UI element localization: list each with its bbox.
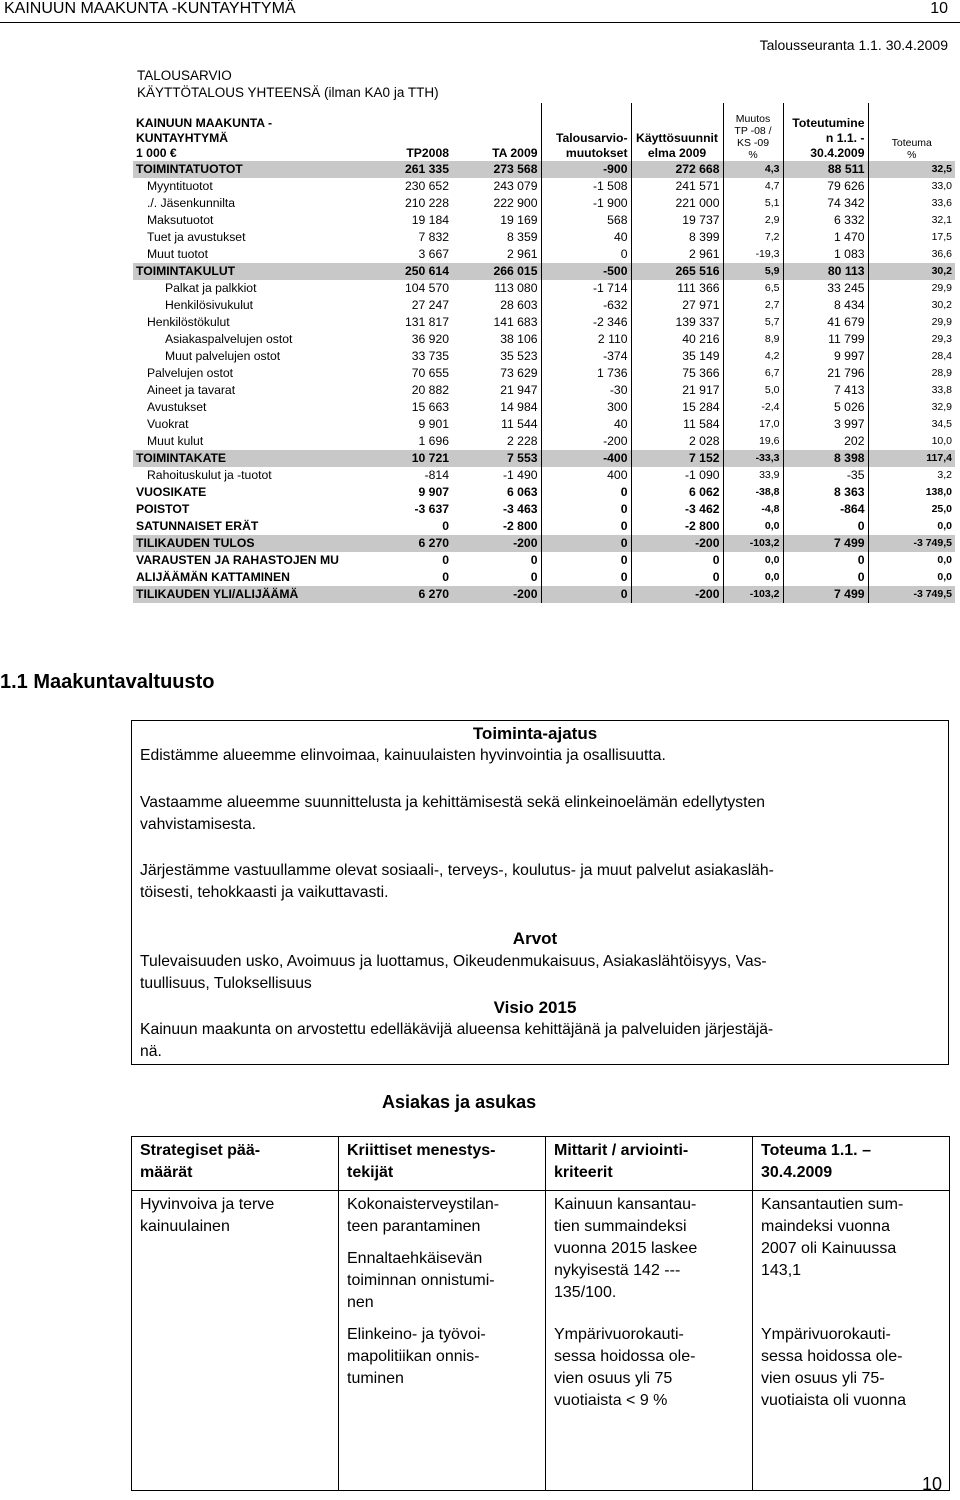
budget-cell: 261 335	[363, 161, 452, 178]
values-text: Tulevaisuuden usko, Avoimuus ja luottamus, Oikeudenmukaisuus, Asiakaslähtöisyys, Vas- tuullisuus, Tuloksellisuus	[140, 953, 767, 992]
col-header-toteutuminen: Toteutumine n 1.1. - 30.4.2009	[783, 103, 868, 161]
budget-cell: 33,8	[868, 382, 955, 399]
budget-row	[133, 484, 955, 501]
budget-cell: -30	[541, 382, 631, 399]
budget-row	[133, 586, 955, 603]
budget-row-label: Rahoituskulut ja -tuotot	[147, 468, 272, 482]
budget-cell: 28,4	[868, 348, 955, 365]
budget-row-label: Vuokrat	[147, 417, 189, 431]
budget-cell: 19 737	[631, 212, 723, 229]
budget-cell: 2 028	[631, 433, 723, 450]
budget-cell: 7 152	[631, 450, 723, 467]
budget-cell: 111 366	[631, 280, 723, 297]
budget-cell: -500	[541, 263, 631, 280]
budget-cell: 568	[541, 212, 631, 229]
budget-cell: 104 570	[404, 281, 449, 295]
budget-cell: 6 332	[783, 212, 868, 229]
budget-cell: 6 270	[363, 586, 452, 603]
section-title: 1.1 Maakuntavaltuusto	[0, 671, 215, 693]
header-divider	[0, 22, 960, 23]
budget-cell: 210 228	[404, 196, 449, 210]
budget-cell: -35	[783, 467, 868, 484]
col-header-muutos-pct: Muutos TP -08 / KS -09 %	[723, 103, 783, 161]
strategy-outcome-cell: Kansantautien sum- maindeksi vuonna 2007 oli Kainuussa 143,1 Ympärivuorokauti- sessa hoidossa ole- vien osuus yli 75- vuotiaista oli vuonna	[753, 1191, 950, 1491]
mission-paragraph-2: Vastaamme alueemme suunnittelusta ja kehittämisestä sekä elinkeinoelämän edellytysten vahvistamisesta.	[140, 794, 765, 833]
budget-cell: 36,6	[868, 246, 955, 263]
budget-cell: 27 247	[411, 298, 449, 312]
budget-cell: 2 961	[631, 246, 723, 263]
budget-cell: 6 062	[631, 484, 723, 501]
budget-cell: -1 490	[502, 468, 538, 482]
budget-cell: 1 696	[418, 434, 449, 448]
budget-cell: 32,1	[868, 212, 955, 229]
strategy-table	[131, 1136, 950, 1491]
budget-cell: 38 106	[500, 332, 538, 346]
budget-cell: 15 663	[411, 400, 449, 414]
budget-row-label: VARAUSTEN JA RAHASTOJEN MU	[136, 553, 339, 567]
strategy-goal-cell: Hyvinvoiva ja terve kainuulainen	[132, 1191, 339, 1491]
budget-cell: 0,0	[723, 552, 783, 569]
budget-cell: 0,0	[868, 552, 955, 569]
budget-cell: 1 736	[541, 365, 631, 382]
budget-row	[133, 467, 955, 484]
budget-row	[133, 348, 955, 365]
budget-cell: 27 971	[631, 297, 723, 314]
budget-cell: 33,0	[868, 178, 955, 195]
budget-cell: 33 735	[411, 349, 449, 363]
budget-row-label: TOIMINTAKULUT	[133, 263, 363, 280]
budget-row	[133, 314, 955, 331]
budget-row	[133, 501, 955, 518]
strategy-header-indicators: Mittarit / arviointi- kriteerit	[546, 1137, 753, 1191]
strategy-indicators-cell: Kainuun kansantau- tien summaindeksi vuonna 2015 laskee nykyisestä 142 --- 135/100. Ympärivuorokauti- sessa hoidossa ole- vien osuus yli 75 vuotiaista < 9 %	[546, 1191, 753, 1491]
budget-cell: 0	[442, 570, 449, 584]
budget-cell: -200	[452, 535, 541, 552]
budget-cell: 11 584	[631, 416, 723, 433]
header-page-number: 10	[930, 0, 948, 17]
header-subtitle: Talousseuranta 1.1. 30.4.2009	[759, 37, 948, 53]
budget-cell: 5,1	[723, 195, 783, 212]
col-header-kayttosuunnitelma: Käyttösuunnit elma 2009	[631, 103, 723, 161]
budget-cell: 6 063	[507, 485, 538, 499]
budget-cell: 0,0	[868, 569, 955, 586]
budget-cell: 9 997	[783, 348, 868, 365]
mission-box	[131, 720, 949, 1065]
col-header-muutokset: Talousarvio- muutokset	[541, 103, 631, 161]
budget-cell: 33,6	[868, 195, 955, 212]
budget-cell: 8 399	[631, 229, 723, 246]
budget-title-line: TALOUSARVIO	[137, 68, 232, 83]
col-header-label: KAINUUN MAAKUNTA - KUNTAYHTYMÄ 1 000 €	[136, 116, 273, 160]
budget-cell: 21 796	[783, 365, 868, 382]
budget-cell: -3 749,5	[868, 535, 955, 552]
budget-cell: 7 499	[783, 586, 868, 603]
col-header-tp2008: TP2008	[406, 146, 449, 160]
strategy-row	[132, 1191, 950, 1491]
budget-cell: 15 284	[631, 399, 723, 416]
budget-cell: 74 342	[783, 195, 868, 212]
budget-row	[133, 297, 955, 314]
budget-cell: 6,5	[723, 280, 783, 297]
budget-cell: 6,7	[723, 365, 783, 382]
budget-cell: 131 817	[404, 315, 449, 329]
budget-cell: 265 516	[631, 263, 723, 280]
vision-text: Kainuun maakunta on arvostettu edelläkävijä alueensa kehittäjänä ja palveluiden järjestäjä- nä.	[140, 1021, 774, 1060]
budget-cell: 3,2	[868, 467, 955, 484]
budget-cell: -1 714	[541, 280, 631, 297]
budget-cell: -1 900	[541, 195, 631, 212]
budget-cell: -814	[424, 468, 449, 482]
budget-cell: 11 544	[501, 417, 538, 431]
budget-cell: 21 947	[500, 383, 538, 397]
budget-cell: 9 907	[418, 485, 449, 499]
budget-cell: 10 721	[363, 450, 452, 467]
budget-row-label: Asiakaspalvelujen ostot	[165, 332, 293, 346]
budget-cell: 0	[541, 569, 631, 586]
budget-cell: -632	[541, 297, 631, 314]
budget-cell: 250 614	[363, 263, 452, 280]
budget-cell: -103,2	[723, 586, 783, 603]
strategy-factors-cell: Kokonaisterveystilan- teen parantaminen Ennaltaehkäisevän toiminnan onnistumi- nen Elinkeino- ja työvoi- mapolitiikan onnis- tuminen	[339, 1191, 546, 1491]
budget-cell: 141 683	[493, 315, 538, 329]
budget-cell: 21 917	[631, 382, 723, 399]
budget-cell: 273 568	[452, 161, 541, 178]
budget-cell: 88 511	[783, 161, 868, 178]
budget-cell: 139 337	[631, 314, 723, 331]
budget-title	[137, 67, 439, 101]
budget-cell: 300	[541, 399, 631, 416]
budget-cell: -3 637	[414, 502, 449, 516]
budget-cell: 1 083	[783, 246, 868, 263]
budget-cell: 8 398	[783, 450, 868, 467]
budget-cell: 32,9	[868, 399, 955, 416]
budget-title-line: KÄYTTÖTALOUS YHTEENSÄ (ilman KA0 ja TTH)	[137, 85, 439, 100]
budget-cell: 3 997	[783, 416, 868, 433]
budget-cell: 0	[442, 519, 449, 533]
budget-cell: 32,5	[868, 161, 955, 178]
budget-cell: 75 366	[631, 365, 723, 382]
budget-row	[133, 382, 955, 399]
budget-cell: 5 026	[783, 399, 868, 416]
customers-title: Asiakas ja asukas	[382, 1092, 537, 1112]
budget-cell: 41 679	[783, 314, 868, 331]
budget-cell: 0	[541, 535, 631, 552]
budget-row-label: ALIJÄÄMÄN KATTAMINEN	[136, 570, 290, 584]
budget-cell: 0	[631, 569, 723, 586]
budget-cell: 19,6	[723, 433, 783, 450]
budget-row	[133, 535, 955, 552]
strategy-header-goals: Strategiset pää- määrät	[132, 1137, 339, 1191]
budget-cell: 36 920	[411, 332, 449, 346]
budget-cell: 8 434	[783, 297, 868, 314]
budget-cell: -200	[452, 586, 541, 603]
budget-cell: 0	[530, 570, 538, 584]
budget-cell: 202	[783, 433, 868, 450]
budget-cell: 70 655	[411, 366, 449, 380]
budget-cell: -4,8	[723, 501, 783, 518]
budget-row	[133, 365, 955, 382]
budget-cell: 0	[783, 518, 868, 535]
budget-row	[133, 416, 955, 433]
budget-row	[133, 569, 955, 586]
budget-cell: 73 629	[500, 366, 538, 380]
budget-row-label: VUOSIKATE	[136, 485, 207, 499]
budget-body	[133, 161, 955, 603]
budget-cell: 0	[783, 569, 868, 586]
budget-cell: -374	[541, 348, 631, 365]
budget-cell: 33 245	[783, 280, 868, 297]
budget-row-label: Palkat ja palkkiot	[165, 281, 257, 295]
budget-cell: 7 832	[418, 230, 449, 244]
budget-cell: 7 413	[783, 382, 868, 399]
col-header-ta2009: TA 2009	[492, 146, 538, 160]
budget-cell: 0	[541, 518, 631, 535]
values-heading: Arvot	[512, 929, 558, 948]
budget-cell: 3 667	[418, 247, 449, 261]
budget-row-label: Henkilöstökulut	[147, 315, 230, 329]
budget-cell: -864	[783, 501, 868, 518]
budget-cell: 0	[783, 552, 868, 569]
strategy-header-row	[132, 1137, 950, 1191]
budget-cell: 17,0	[723, 416, 783, 433]
budget-cell: 5,0	[723, 382, 783, 399]
budget-cell: 266 015	[452, 263, 541, 280]
budget-cell: 30,2	[868, 297, 955, 314]
budget-cell: 272 668	[631, 161, 723, 178]
budget-cell: 0,0	[723, 518, 783, 535]
budget-row-label: Tuet ja avustukset	[147, 230, 246, 244]
budget-cell: 0,0	[723, 569, 783, 586]
budget-row-label: TILIKAUDEN YLI/ALIJÄÄMÄ	[133, 586, 363, 603]
budget-row-label: Aineet ja tavarat	[147, 383, 236, 397]
budget-cell: 221 000	[631, 195, 723, 212]
budget-row-label: Henkilösivukulut	[165, 298, 254, 312]
budget-row-label: Myyntituotot	[147, 179, 213, 193]
budget-cell: 40	[541, 416, 631, 433]
budget-cell: 19 169	[500, 213, 538, 227]
budget-row-label: Maksutuotot	[147, 213, 214, 227]
vision-heading: Visio 2015	[493, 998, 577, 1017]
budget-cell: 8 363	[783, 484, 868, 501]
budget-cell: 0,0	[868, 518, 955, 535]
budget-cell: -2 800	[631, 518, 723, 535]
page-number: 10	[922, 1474, 943, 1494]
budget-row-label: TOIMINTATUOTOT	[133, 161, 363, 178]
budget-cell: 14 984	[500, 400, 538, 414]
budget-cell: 30,2	[868, 263, 955, 280]
budget-row-label: Muut kulut	[147, 434, 204, 448]
budget-cell: -103,2	[723, 535, 783, 552]
budget-cell: 0	[541, 586, 631, 603]
budget-cell: 4,2	[723, 348, 783, 365]
budget-cell: 4,3	[723, 161, 783, 178]
budget-cell: 241 571	[631, 178, 723, 195]
budget-cell: 6 270	[363, 535, 452, 552]
budget-cell: -33,3	[723, 450, 783, 467]
mission-paragraph-1: Edistämme alueemme elinvoimaa, kainuulaisten hyvinvointia ja osallisuutta.	[140, 747, 666, 764]
budget-row-label: Muut tuotot	[147, 247, 208, 261]
budget-row	[133, 552, 955, 569]
budget-row	[133, 433, 955, 450]
budget-cell: -3 749,5	[868, 586, 955, 603]
budget-cell: 0	[541, 552, 631, 569]
budget-cell: -2 346	[541, 314, 631, 331]
budget-cell: 8,9	[723, 331, 783, 348]
budget-cell: 19 184	[411, 213, 449, 227]
budget-cell: -19,3	[723, 246, 783, 263]
budget-cell: 11 799	[783, 331, 868, 348]
budget-cell: -900	[541, 161, 631, 178]
budget-cell: -1 090	[631, 467, 723, 484]
budget-cell: 0	[530, 553, 538, 567]
budget-row-label: POISTOT	[136, 502, 190, 516]
budget-row	[133, 212, 955, 229]
budget-cell: 10,0	[868, 433, 955, 450]
budget-cell: 25,0	[868, 501, 955, 518]
budget-cell: 400	[541, 467, 631, 484]
budget-row-label: Palvelujen ostot	[147, 366, 234, 380]
budget-row	[133, 195, 955, 212]
strategy-header-outcome: Toteuma 1.1. – 30.4.2009	[753, 1137, 950, 1191]
budget-cell: 17,5	[868, 229, 955, 246]
budget-row	[133, 399, 955, 416]
budget-cell: 222 900	[493, 196, 538, 210]
budget-row	[133, 518, 955, 535]
budget-row-label: TOIMINTAKATE	[133, 450, 363, 467]
budget-cell: 0	[541, 501, 631, 518]
budget-row	[133, 280, 955, 297]
header-left: KAINUUN MAAKUNTA -KUNTAYHTYMÄ	[4, 0, 296, 17]
budget-header-row	[133, 103, 955, 161]
budget-cell: 28,9	[868, 365, 955, 382]
budget-cell: -2,4	[723, 399, 783, 416]
budget-cell: 29,9	[868, 314, 955, 331]
budget-cell: 80 113	[783, 263, 868, 280]
budget-row-label: TILIKAUDEN TULOS	[133, 535, 363, 552]
budget-row	[133, 178, 955, 195]
budget-cell: 40	[541, 229, 631, 246]
budget-row	[133, 450, 955, 467]
budget-cell: 29,3	[868, 331, 955, 348]
budget-cell: -3 463	[502, 502, 538, 516]
budget-cell: -2 800	[502, 519, 538, 533]
budget-cell: 20 882	[411, 383, 449, 397]
budget-cell: -200	[631, 586, 723, 603]
budget-cell: 5,9	[723, 263, 783, 280]
budget-cell: 0	[541, 484, 631, 501]
budget-cell: 4,7	[723, 178, 783, 195]
budget-cell: 2 961	[507, 247, 538, 261]
budget-cell: -1 508	[541, 178, 631, 195]
budget-table	[133, 103, 955, 603]
budget-cell: 34,5	[868, 416, 955, 433]
budget-cell: 9 901	[418, 417, 449, 431]
budget-cell: 35 523	[500, 349, 538, 363]
budget-cell: 5,7	[723, 314, 783, 331]
budget-cell: 35 149	[631, 348, 723, 365]
budget-row	[133, 246, 955, 263]
budget-row	[133, 263, 955, 280]
budget-cell: 0	[541, 246, 631, 263]
budget-cell: -38,8	[723, 484, 783, 501]
budget-cell: -200	[631, 535, 723, 552]
budget-cell: 7 553	[452, 450, 541, 467]
budget-cell: 7 499	[783, 535, 868, 552]
budget-cell: 1 470	[783, 229, 868, 246]
budget-row-label: Avustukset	[147, 400, 207, 414]
budget-cell: 7,2	[723, 229, 783, 246]
budget-cell: -200	[541, 433, 631, 450]
budget-cell: 0	[442, 553, 449, 567]
budget-cell: 40 216	[631, 331, 723, 348]
budget-cell: 2,7	[723, 297, 783, 314]
budget-cell: 243 079	[493, 179, 538, 193]
mission-paragraph-3: Järjestämme vastuullamme olevat sosiaali-, terveys-, koulutus- ja muut palvelut asiakasläh- töisesti, tehokkaasti ja vaikuttavasti.	[140, 862, 774, 901]
budget-cell: 117,4	[868, 450, 955, 467]
budget-cell: 113 080	[494, 281, 538, 295]
budget-cell: 2,9	[723, 212, 783, 229]
budget-cell: -3 462	[631, 501, 723, 518]
budget-cell: 2 228	[507, 434, 538, 448]
budget-cell: 33,9	[723, 467, 783, 484]
budget-cell: 79 626	[783, 178, 868, 195]
budget-row-label: Muut palvelujen ostot	[165, 349, 281, 363]
budget-cell: 8 359	[507, 230, 538, 244]
budget-cell: 28 603	[500, 298, 538, 312]
budget-row-label: SATUNNAISET ERÄT	[136, 519, 259, 533]
budget-row	[133, 229, 955, 246]
col-header-toteuma-pct: Toteuma %	[868, 103, 955, 161]
strategy-header-success-factors: Kriittiset menestys- tekijät	[339, 1137, 546, 1191]
budget-row	[133, 331, 955, 348]
budget-row-label: ./. Jäsenkunnilta	[147, 196, 236, 210]
budget-cell: 2 110	[541, 331, 631, 348]
budget-cell: 230 652	[404, 179, 449, 193]
mission-heading: Toiminta-ajatus	[472, 724, 598, 743]
budget-cell: 29,9	[868, 280, 955, 297]
budget-row	[133, 161, 955, 178]
budget-cell: -400	[541, 450, 631, 467]
budget-cell: 0	[631, 552, 723, 569]
budget-cell: 138,0	[868, 484, 955, 501]
